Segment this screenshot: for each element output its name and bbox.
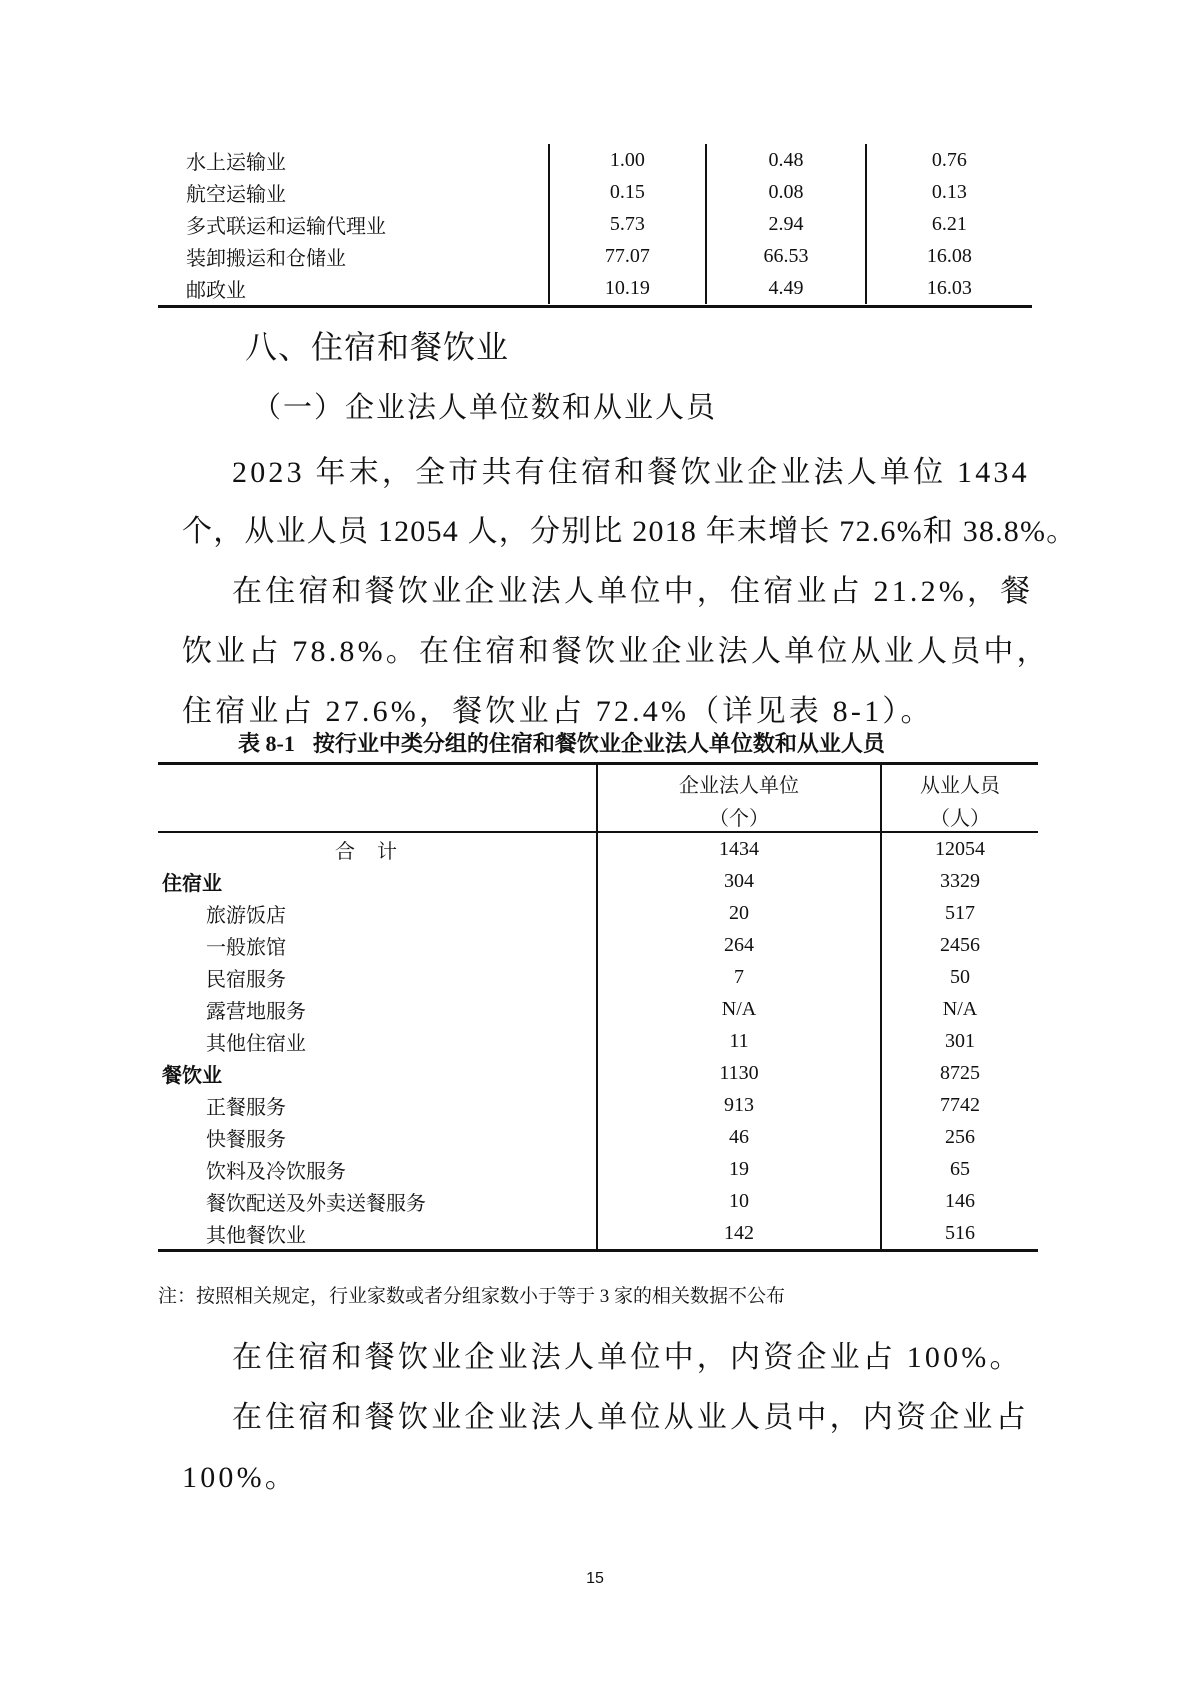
units-value: 913 [597,1089,881,1121]
units-value: 1434 [597,832,881,865]
row-label: 一般旅馆 [206,936,286,959]
units-value: 1130 [597,1057,881,1089]
paragraph-2-line-1: 在住宿和餐饮业企业法人单位中，住宿业占 21.2%，餐 [232,575,1034,608]
row-label: 其他住宿业 [206,1032,306,1055]
paragraph-4-line-1: 在住宿和餐饮业企业法人单位从业人员中，内资企业占 [232,1401,1029,1434]
paragraph-4-line-2: 100%。 [182,1461,298,1494]
row-label: 餐饮配送及外卖送餐服务 [206,1192,426,1215]
table-row [158,993,1038,1025]
employees-value: 50 [881,961,1038,993]
section-subheading: （一）企业法人单位数和从业人员 [252,392,718,424]
employees-value: 3329 [881,865,1038,897]
row-label: 饮料及冷饮服务 [206,1160,346,1183]
employees-value: 146 [881,1185,1038,1217]
value-col1: 0.15 [549,176,707,208]
paragraph-2-line-2: 饮业占 78.8%。在住宿和餐饮业企业法人单位从业人员中， [182,635,1050,668]
header-units: 企业法人单位 [597,764,881,802]
table-note: 注：按照相关规定，行业家数或者分组家数小于等于 3 家的相关数据不公布 [158,1286,786,1307]
industry-name: 邮政业 [186,279,246,302]
table-bottom-rule [158,305,1032,308]
employees-value: 7742 [881,1089,1038,1121]
units-value: 11 [597,1025,881,1057]
value-col1: 77.07 [549,240,707,272]
employees-value: 2456 [881,929,1038,961]
employees-value: 517 [881,897,1038,929]
value-col3: 16.08 [866,240,1032,272]
table-row [158,961,1038,993]
value-col3: 0.13 [866,176,1032,208]
row-label: 餐饮业 [162,1064,222,1087]
row-label: 快餐服务 [206,1128,286,1151]
paragraph-2-line-3: 住宿业占 27.6%，餐饮业占 72.4%（详见表 8-1）。 [182,695,934,728]
industry-name: 航空运输业 [186,183,286,206]
table-row [158,1185,1038,1217]
row-label: 其他餐饮业 [158,1217,597,1251]
accommodation-catering-table [158,762,1038,1252]
table-row-group [158,1057,1038,1089]
table-caption [238,727,885,758]
header-empty [158,764,597,802]
units-value: 264 [597,929,881,961]
value-col2: 4.49 [706,272,866,304]
employees-value: 516 [881,1217,1038,1251]
units-value: N/A [597,993,881,1025]
units-value: 7 [597,961,881,993]
page-number: 15 [586,1570,604,1587]
value-col2: 0.08 [706,176,866,208]
header-row [158,764,1038,802]
table-row [158,1153,1038,1185]
table-row [158,1025,1038,1057]
units-value: 20 [597,897,881,929]
table-row [158,240,1032,272]
employees-value: N/A [881,993,1038,1025]
employees-value: 65 [881,1153,1038,1185]
table-number: 表 8-1 [238,731,295,756]
value-col1: 10.19 [549,272,707,304]
table-row-total [158,832,1038,865]
transport-continuation-table [158,144,1032,304]
units-value: 46 [597,1121,881,1153]
table-row [158,929,1038,961]
table-row [158,1121,1038,1153]
header-employees-unit: （人） [881,801,1038,832]
row-label: 正餐服务 [206,1096,286,1119]
value-col2: 0.48 [706,144,866,176]
employees-value: 12054 [881,832,1038,865]
table-title: 按行业中类分组的住宿和餐饮业企业法人单位数和从业人员 [312,731,885,756]
units-value: 304 [597,865,881,897]
industry-name: 水上运输业 [186,151,286,174]
employees-value: 256 [881,1121,1038,1153]
table-row [158,144,1032,176]
paragraph-1-line-1: 2023 年末，全市共有住宿和餐饮业企业法人单位 1434 [232,456,1030,489]
paragraph-3-line-1: 在住宿和餐饮业企业法人单位中，内资企业占 100%。 [232,1341,1023,1374]
table-row [158,272,1032,304]
industry-name: 多式联运和运输代理业 [186,215,386,238]
value-col2: 2.94 [706,208,866,240]
row-label: 合计 [335,840,419,863]
header-employees: 从业人员 [881,764,1038,802]
header-row-units [158,801,1038,832]
industry-name: 装卸搬运和仓储业 [186,247,346,270]
value-col3: 16.03 [866,272,1032,304]
header-units-unit: （个） [597,801,881,832]
table-row [158,1217,1038,1251]
section-heading: 八、住宿和餐饮业 [245,329,510,365]
row-label: 住宿业 [162,872,222,895]
row-label: 旅游饭店 [206,904,286,927]
value-col3: 0.76 [866,144,1032,176]
units-value: 142 [597,1217,881,1251]
header-empty [158,801,597,832]
table-row [158,897,1038,929]
row-label: 民宿服务 [206,968,286,991]
table-row-group [158,865,1038,897]
table-row [158,208,1032,240]
employees-value: 301 [881,1025,1038,1057]
value-col2: 66.53 [706,240,866,272]
paragraph-1-line-2: 个，从业人员 12054 人，分别比 2018 年末增长 72.6%和 38.8%。 [182,515,1078,548]
value-col1: 5.73 [549,208,707,240]
units-value: 10 [597,1185,881,1217]
units-value: 19 [597,1153,881,1185]
row-label: 露营地服务 [206,1000,306,1023]
table-row [158,1089,1038,1121]
value-col3: 6.21 [866,208,1032,240]
value-col1: 1.00 [549,144,707,176]
table-row [158,176,1032,208]
employees-value: 8725 [881,1057,1038,1089]
